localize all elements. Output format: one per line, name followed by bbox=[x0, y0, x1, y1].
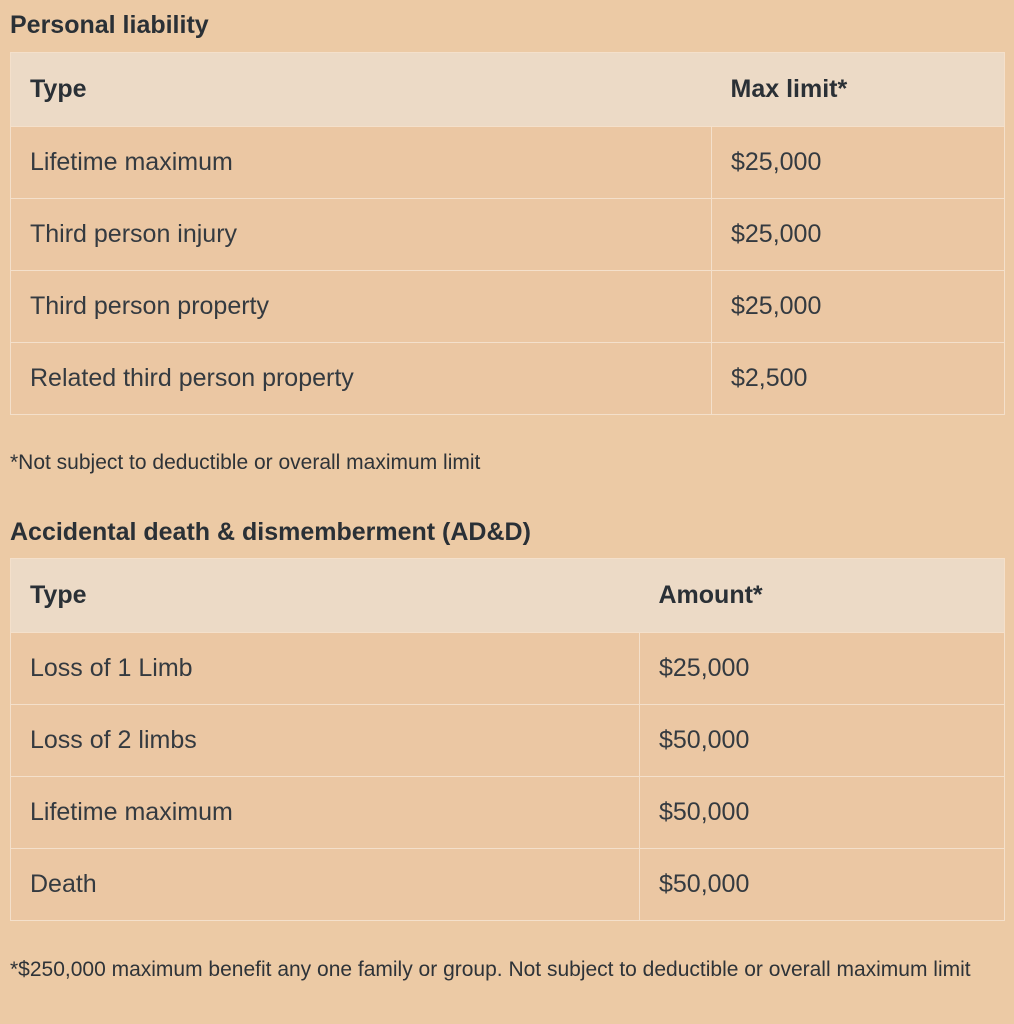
table-row bbox=[11, 271, 1005, 343]
add-title: Accidental death & dismemberment (AD&D) bbox=[10, 518, 531, 546]
personal-liability-title: Personal liability bbox=[10, 11, 209, 39]
cell-type: Lifetime maximum bbox=[11, 777, 640, 849]
add-table bbox=[10, 558, 1005, 921]
cell-type: Related third person property bbox=[11, 343, 712, 415]
cell-type: Third person property bbox=[11, 271, 712, 343]
cell-amount: $25,000 bbox=[640, 633, 1005, 705]
column-header-max-limit: Max limit* bbox=[712, 53, 1005, 127]
table-row bbox=[11, 127, 1005, 199]
column-header-amount: Amount* bbox=[640, 559, 1005, 633]
column-header-type: Type bbox=[11, 53, 712, 127]
add-footnote: *$250,000 maximum benefit any one family or group. Not subject to deductible or overall maximum limit bbox=[10, 958, 971, 981]
cell-max-limit: $2,500 bbox=[712, 343, 1005, 415]
table-row bbox=[11, 343, 1005, 415]
cell-max-limit: $25,000 bbox=[712, 199, 1005, 271]
table-header-row bbox=[11, 53, 1005, 127]
cell-type: Third person injury bbox=[11, 199, 712, 271]
personal-liability-table bbox=[10, 52, 1005, 415]
table-row bbox=[11, 705, 1005, 777]
cell-max-limit: $25,000 bbox=[712, 271, 1005, 343]
cell-type: Lifetime maximum bbox=[11, 127, 712, 199]
personal-liability-footnote: *Not subject to deductible or overall maximum limit bbox=[10, 451, 481, 474]
table-row bbox=[11, 633, 1005, 705]
cell-type: Death bbox=[11, 849, 640, 921]
cell-type: Loss of 2 limbs bbox=[11, 705, 640, 777]
column-header-type: Type bbox=[11, 559, 640, 633]
cell-amount: $50,000 bbox=[640, 849, 1005, 921]
table-row bbox=[11, 777, 1005, 849]
cell-amount: $50,000 bbox=[640, 777, 1005, 849]
table-row bbox=[11, 849, 1005, 921]
table-row bbox=[11, 199, 1005, 271]
cell-max-limit: $25,000 bbox=[712, 127, 1005, 199]
table-header-row bbox=[11, 559, 1005, 633]
cell-type: Loss of 1 Limb bbox=[11, 633, 640, 705]
cell-amount: $50,000 bbox=[640, 705, 1005, 777]
